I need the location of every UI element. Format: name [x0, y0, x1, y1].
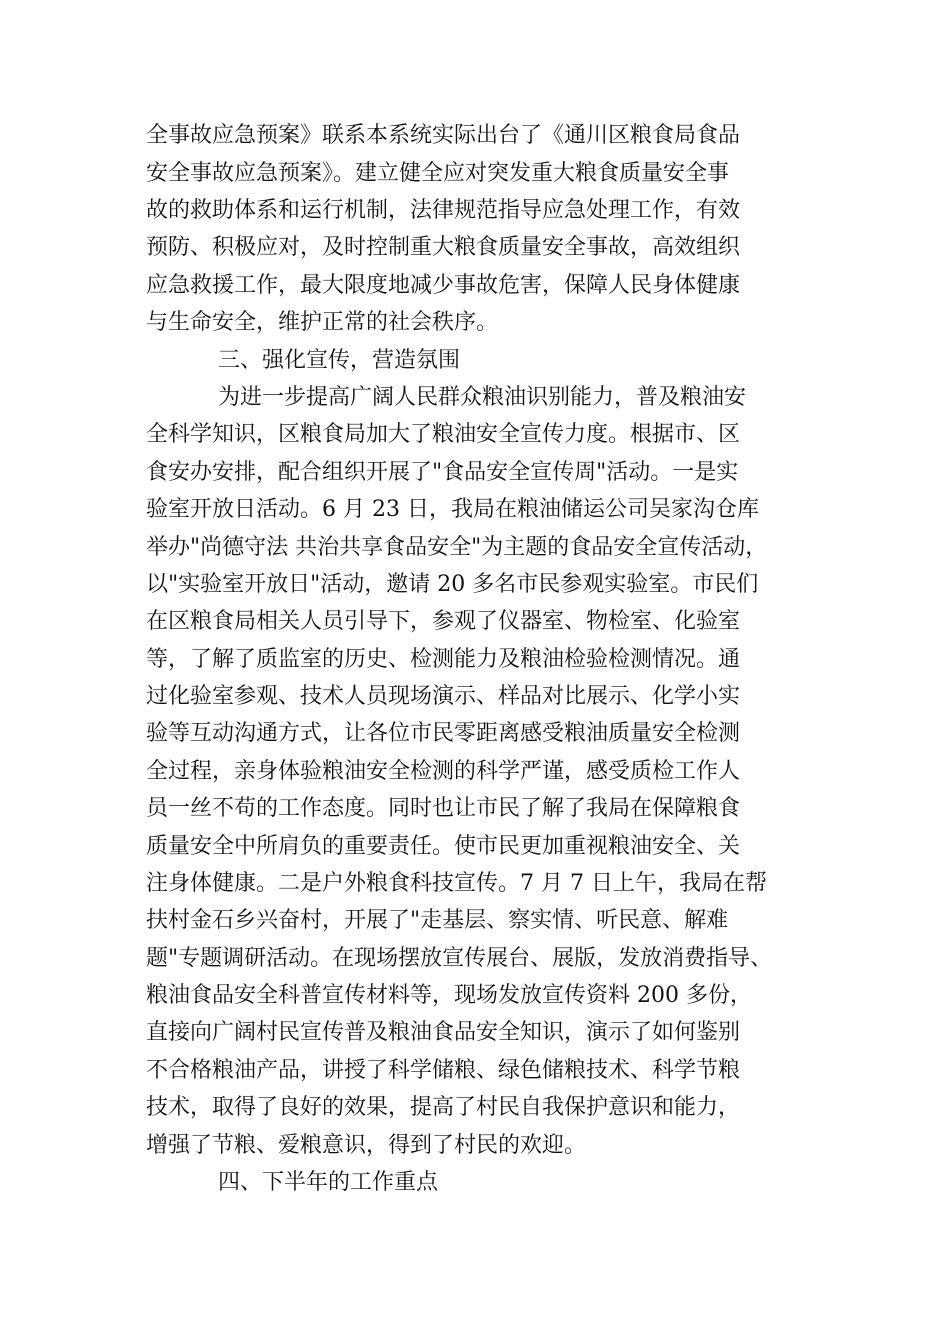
paragraph-line: 为进一步提高广阔人民群众粮油识别能力，普及粮油安 — [218, 385, 747, 410]
paragraph-line: 增强了节粮、爱粮意识，得到了村民的欢迎。 — [146, 1133, 587, 1158]
paragraph-line: 与生命安全，维护正常的社会秩序。 — [146, 310, 499, 335]
paragraph-line: 不合格粮油产品，讲授了科学储粮、绿色储粮技术、科学节粮 — [146, 1058, 741, 1083]
paragraph-line: 直接向广阔村民宣传普及粮油食品安全知识，演示了如何鉴别 — [146, 1020, 741, 1045]
paragraph-line: 在区粮食局相关人员引导下，参观了仪器室、物检室、化验室 — [146, 609, 741, 634]
paragraph-line: 全过程，亲身体验粮油安全检测的科学严谨，感受质检工作人 — [146, 759, 741, 784]
paragraph-line: 粮油食品安全科普宣传材料等，现场发放宣传资料 200 多份， — [146, 983, 752, 1008]
paragraph-line: 验室开放日活动。6 月 23 日，我局在粮油储运公司吴家沟仓库 — [146, 497, 759, 522]
paragraph-line: 故的救助体系和运行机制，法律规范指导应急处理工作，有效 — [146, 198, 741, 223]
paragraph-line: 员一丝不苟的工作态度。同时也让市民了解了我局在保障粮食 — [146, 796, 741, 821]
paragraph-line: 等，了解了质监室的历史、检测能力及粮油检验检测情况。通 — [146, 647, 741, 672]
paragraph-line: 质量安全中所肩负的重要责任。使市民更加重视粮油安全、关 — [146, 834, 741, 859]
paragraph-line: 应急救援工作，最大限度地减少事故危害，保障人民身体健康 — [146, 273, 741, 298]
paragraph-line: 安全事故应急预案》。建立健全应对突发重大粮食质量安全事 — [146, 161, 730, 186]
section-heading: 四、下半年的工作重点 — [218, 1170, 439, 1195]
paragraph-line: 技术，取得了良好的效果，提高了村民自我保护意识和能力， — [146, 1095, 741, 1120]
paragraph-line: 食安办安排，配合组织开展了"食品安全宣传周"活动。一是实 — [146, 460, 739, 485]
paragraph-line: 全科学知识，区粮食局加大了粮油安全宣传力度。根据市、区 — [146, 422, 741, 447]
paragraph-line: 全事故应急预案》联系本系统实际出台了《通川区粮食局食品 — [146, 123, 741, 148]
paragraph-line: 以"实验室开放日"活动，邀请 20 多名市民参观实验室。市民们 — [146, 572, 759, 597]
paragraph-line: 过化验室参观、技术人员现场演示、样品对比展示、化学小实 — [146, 684, 741, 709]
paragraph-line: 题"专题调研活动。在现场摆放宣传展台、展版，发放消费指导、 — [146, 946, 773, 971]
paragraph-line: 扶村金石乡兴奋村，开展了"走基层、察实情、听民意、解难 — [146, 908, 729, 933]
section-heading: 三、强化宣传，营造氛围 — [218, 348, 461, 373]
paragraph-line: 预防、积极应对，及时控制重大粮食质量安全事故，高效组织 — [146, 235, 741, 260]
paragraph-line: 举办"尚德守法 共治共享食品安全"为主题的食品安全宣传活动， — [146, 535, 768, 560]
paragraph-line: 验等互动沟通方式，让各位市民零距离感受粮油质量安全检测 — [146, 721, 741, 746]
paragraph-line: 注身体健康。二是户外粮食科技宣传。7 月 7 日上午，我局在帮 — [146, 871, 767, 896]
